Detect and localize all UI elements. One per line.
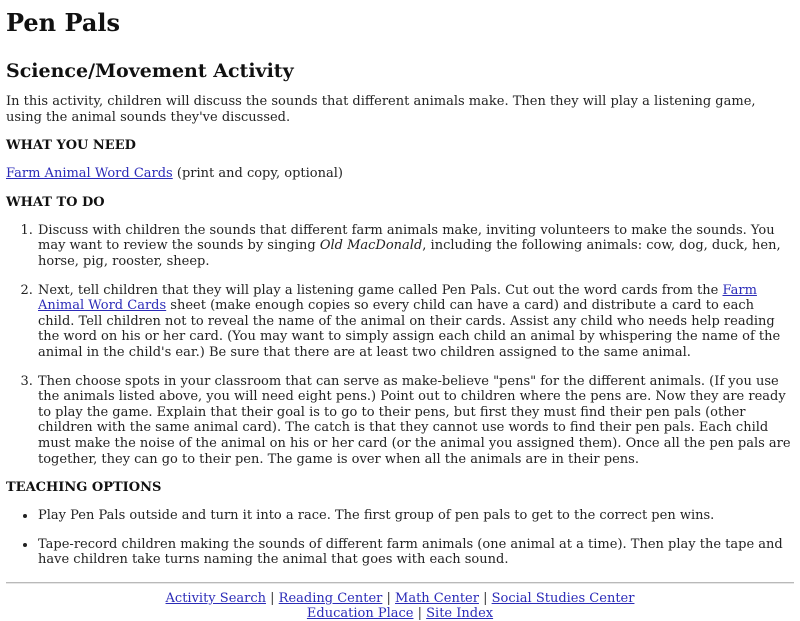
song-title: Old MacDonald bbox=[319, 238, 423, 254]
step-text: , including the following animals: cow, dog, duck, hen, horse, pig, rooster, sheep. bbox=[38, 238, 781, 269]
footer-row-1 bbox=[6, 591, 794, 606]
steps-list bbox=[6, 223, 794, 467]
what-you-need-heading: WHAT YOU NEED bbox=[6, 138, 136, 154]
page-subtitle: Science/Movement Activity bbox=[6, 60, 294, 82]
what-you-need-paragraph bbox=[6, 166, 794, 182]
what-you-need-note: (print and copy, optional) bbox=[172, 166, 343, 182]
activity-search-link[interactable]: Activity Search bbox=[165, 590, 267, 606]
option-item: • Tape-record children making the sounds of different farm animals (one animal at a time). Then play the tape and have children take turns naming the animal that goes with each sound. bbox=[37, 537, 794, 568]
social-studies-center-link[interactable]: Social Studies Center bbox=[491, 590, 635, 606]
farm-animal-word-cards-link-inline[interactable]: Farm Animal Word Cards bbox=[38, 282, 757, 314]
step-text: sheet (make enough copies so every child can have a card) and distribute a card to each child. Tell children not to reveal the name of the animal on their cards. Assist any child who needs help reading the word on his or her card. (You may want to simply assign each child an animal by whispering the name of the animal in the child's ear.) Be sure that there are at least two children assigned to the same animal. bbox=[38, 298, 781, 360]
footer-divider bbox=[6, 582, 794, 584]
teaching-options-list bbox=[6, 508, 794, 568]
site-index-link[interactable]: Site Index bbox=[426, 605, 494, 621]
farm-animal-word-cards-link[interactable]: Farm Animal Word Cards bbox=[6, 166, 173, 182]
footer-separator: | bbox=[266, 590, 279, 606]
step-text: Then choose spots in your classroom that can serve as make-believe "pens" for the different animals. (If you use the animals listed above, you will need eight pens.) Point out to children where the pens are. Now they are ready to play the game. Explain that their goal is to go to their pens, but first they must find their pen pals (other children with the same animal card). The catch is that they cannot use words to find their pen pals. Each child must make the noise of the animal on his or her card (or the animal you assigned them). Once all the pen pals are together, they can go to their pen. The game is over when all the animals are in their pens. bbox=[38, 373, 791, 467]
step-item bbox=[37, 223, 794, 270]
reading-center-link[interactable]: Reading Center bbox=[278, 590, 383, 606]
page-title: Pen Pals bbox=[6, 8, 121, 37]
footer-nav bbox=[6, 591, 794, 621]
page-content bbox=[0, 8, 800, 621]
education-place-link[interactable]: Education Place bbox=[306, 605, 414, 621]
math-center-link[interactable]: Math Center bbox=[395, 590, 479, 606]
what-to-do-heading: WHAT TO DO bbox=[6, 194, 105, 210]
footer-separator: | bbox=[382, 590, 396, 606]
teaching-options-heading: TEACHING OPTIONS bbox=[6, 480, 162, 496]
footer-separator: | bbox=[413, 605, 427, 621]
step-text: Next, tell children that they will play a listening game called Pen Pals. Cut out the word cards from the bbox=[38, 282, 723, 298]
option-item: • Play Pen Pals outside and turn it into a race. The first group of pen pals to get to the correct pen wins. bbox=[37, 508, 794, 524]
intro-paragraph: In this activity, children will discuss the sounds that different animals make. Then they will play a listening game, using the animal sounds they've discussed. bbox=[6, 94, 756, 125]
step-item bbox=[37, 283, 794, 361]
footer-row-2 bbox=[6, 606, 794, 621]
step-text: Discuss with children the sounds that different farm animals make, inviting volunteers to make the sounds. You may want to review the sounds by singing bbox=[38, 222, 775, 254]
footer-separator: | bbox=[478, 590, 492, 606]
step-item bbox=[37, 374, 794, 468]
